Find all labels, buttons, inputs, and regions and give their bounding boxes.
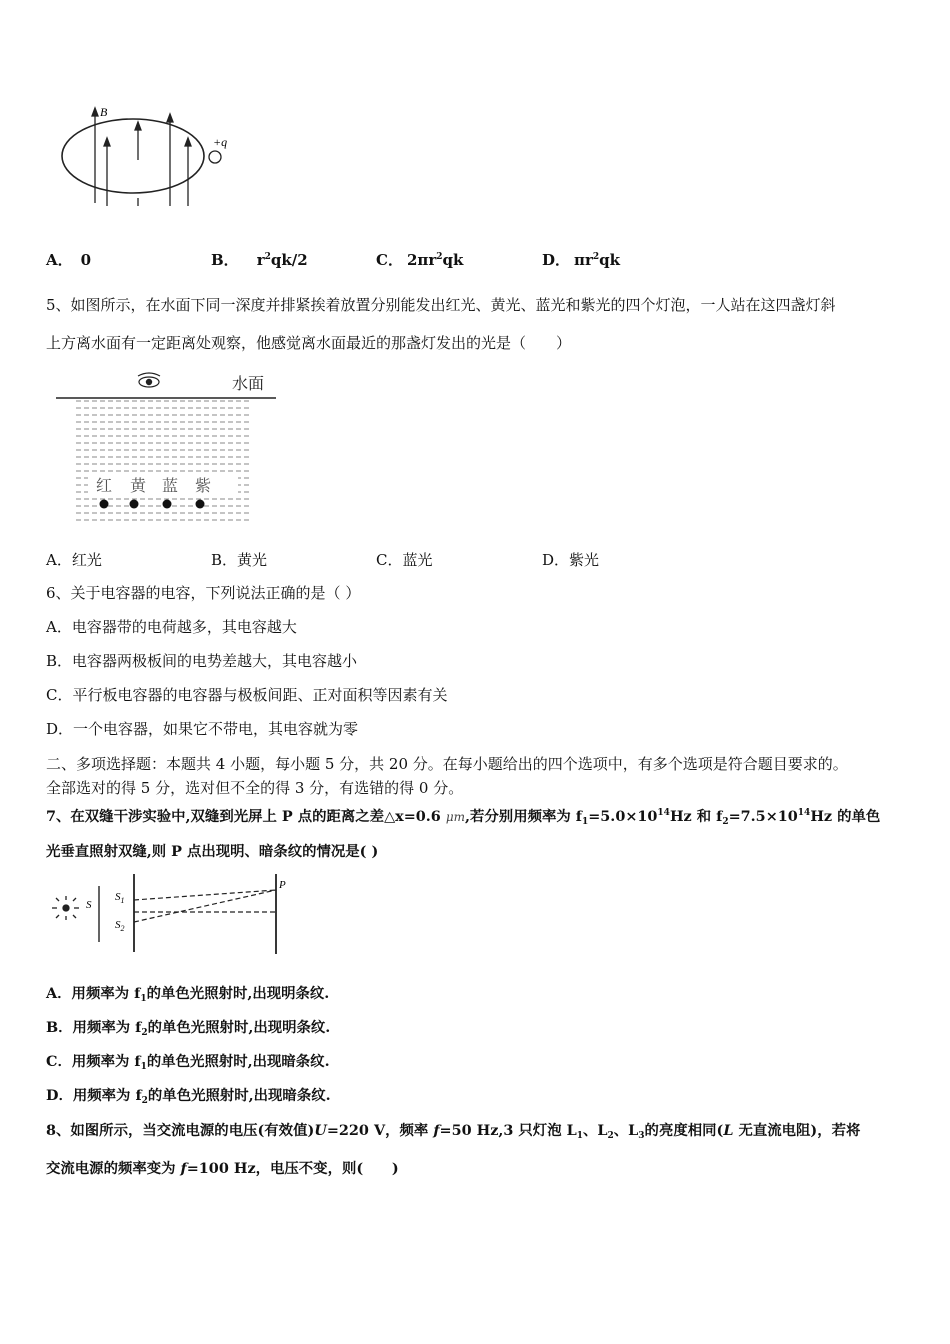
lamp-yellow (130, 500, 139, 509)
q7-double-slit-figure (44, 870, 294, 956)
lamp-purple (196, 500, 205, 509)
field-label-b: B (100, 105, 108, 119)
q5-options (46, 549, 906, 569)
q4-options (46, 249, 906, 269)
field-arrows (92, 108, 191, 206)
slit1-label: $S_1$ (115, 891, 125, 905)
lamp-blue (163, 500, 172, 509)
q8-stem-line2: 交流电源的频率变为 f=100 Hz，电压不变，则( ) (46, 1160, 399, 1177)
lamp-label-yellow: 黄 (130, 476, 147, 495)
q6-option-d[interactable]: D．一个电容器，如果它不带电，其电容就为零 (46, 720, 359, 738)
eye-icon (138, 373, 160, 387)
q6-option-b[interactable]: B．电容器两极板间的电势差越大，其电容越小 (46, 652, 358, 670)
slit2-label: $S_2$ (115, 919, 125, 933)
q7-stem-line2: 光垂直照射双缝,则 P 点出现明、暗条纹的情况是( ) (46, 843, 379, 860)
q5-option-b[interactable]: B．黄光 (211, 551, 268, 569)
q7-stem-line1: 7、在双缝干涉实验中,双缝到光屏上 P 点的距离之差△x=0.6 μm,若分别用频率为 $f_1=5.0\times 10^{14}Hz$ 和 $f_2=7.5\times 10^{14}Hz$ 的单色 (46, 808, 881, 827)
q5-stem-line1: 5、如图所示，在水面下同一深度并排紧挨着放置分别能发出红光、黄光、蓝光和紫光的四个灯泡，一人站在这四盏灯斜 (46, 296, 836, 314)
section2-intro-line1: 二、多项选择题：本题共 4 小题，每小题 5 分，共 20 分。在每小题给出的四个选项中，有多个选项是符合题目要求的。 (46, 755, 848, 773)
q7-option-a[interactable]: A．用频率为 $f_1$的单色光照射时,出现明条纹. (46, 985, 330, 1004)
q4-option-a[interactable]: A． 0 (46, 251, 92, 269)
q6-option-a[interactable]: A．电容器带的电荷越多，其电容越大 (46, 618, 297, 636)
charge-label: +q (213, 135, 228, 149)
lamp-label-purple: 紫 (195, 476, 212, 495)
ring-ellipse (62, 119, 204, 193)
q5-option-d[interactable]: D．紫光 (542, 551, 600, 569)
q7-unit: μm (445, 810, 466, 824)
q5-option-c[interactable]: C．蓝光 (376, 551, 433, 569)
q6-option-c[interactable]: C．平行板电容器的电容器与极板间距、正对面积等因素有关 (46, 686, 448, 704)
source-label: S (86, 899, 92, 911)
q6-stem: 6、关于电容器的电容，下列说法正确的是（ ） (46, 584, 361, 602)
q4-ring-figure (50, 98, 240, 210)
path-lines (134, 890, 276, 922)
q4-option-b[interactable]: B． $r^2qk/2$ (211, 251, 308, 269)
charge-circle (209, 151, 221, 163)
lamp-red (100, 500, 109, 509)
q7-option-b[interactable]: B．用频率为 $f_2$的单色光照射时,出现明条纹. (46, 1019, 331, 1038)
light-source-icon (52, 896, 79, 920)
q7-option-c[interactable]: C．用频率为 $f_1$的单色光照射时,出现暗条纹. (46, 1053, 330, 1072)
q4-option-d[interactable]: D． $\pi r^2qk$ (542, 251, 621, 269)
q4-option-c[interactable]: C． $2\pi r^2qk$ (376, 251, 464, 269)
section2-intro-line2: 全部选对的得 5 分，选对但不全的得 3 分，有选错的得 0 分。 (46, 779, 464, 797)
q7-option-d[interactable]: D．用频率为 $f_2$的单色光照射时,出现暗条纹. (46, 1087, 331, 1106)
water-surface-label: 水面 (232, 374, 265, 393)
q5-option-a[interactable]: A．红光 (46, 551, 102, 569)
q5-stem-line2: 上方离水面有一定距离处观察，他感觉离水面最近的那盏灯发出的光是（ ） (46, 334, 572, 352)
lamp-label-red: 红 (96, 476, 113, 495)
q5-water-figure (52, 370, 280, 526)
lamp-label-blue: 蓝 (162, 476, 179, 495)
point-p-label: P (279, 879, 286, 891)
q8-stem-line1: 8、如图所示，当交流电源的电压(有效值)U=220 V，频率 f=50 Hz,3 只灯泡 $L_1$、$L_2$、$L_3$的亮度相同(L 无直流电阻)，若将 (46, 1122, 861, 1141)
